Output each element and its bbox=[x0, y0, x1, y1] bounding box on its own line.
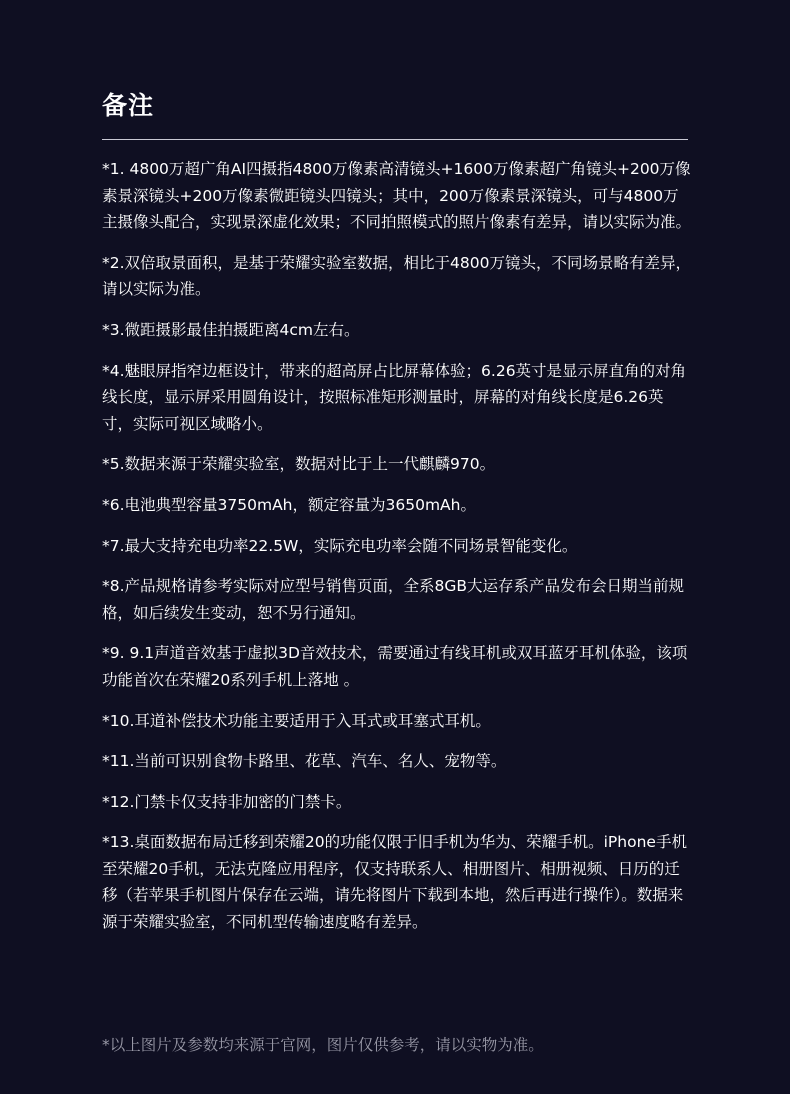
disclaimer-footer: *以上图片及参数均来源于官网，图片仅供参考，请以实物为准。 bbox=[102, 1036, 544, 1054]
note-item-6: *6.电池典型容量3750mAh，额定容量为3650mAh。 bbox=[102, 495, 476, 514]
note-item-5: *5.数据来源于荣耀实验室，数据对比于上一代麒麟970。 bbox=[102, 455, 496, 474]
title-divider bbox=[102, 139, 688, 140]
note-item-9: *9. 9.1声道音效基于虚拟3D音效技术，需要通过有线耳机或双耳蓝牙耳机体验，该项功能首次在荣耀20系列手机上落地 。 bbox=[102, 644, 688, 689]
note-item-2: *2.双倍取景面积，是基于荣耀实验室数据，相比于4800万镜头，不同场景略有差异，请以实际为准。 bbox=[102, 253, 691, 299]
note-item-8: *8.产品规格请参考实际对应型号销售页面，全系8GB大运存系产品发布会日期当前规格，如后续发生变动，恕不另行通知。 bbox=[102, 577, 685, 622]
notes-list bbox=[102, 156, 692, 950]
note-item-7: *7.最大支持充电功率22.5W，实际充电功率会随不同场景智能变化。 bbox=[102, 536, 578, 555]
note-item-11: *11.当前可识别食物卡路里、花草、汽车、名人、宠物等。 bbox=[102, 752, 507, 771]
note-item-10: *10.耳道补偿技术功能主要适用于入耳式或耳塞式耳机。 bbox=[102, 711, 491, 730]
page-title: 备注 bbox=[102, 91, 155, 120]
note-item-13: *13.桌面数据布局迁移到荣耀20的功能仅限于旧手机为华为、荣耀手机。iPhone手机至荣耀20手机，无法克隆应用程序，仅支持联系人、相册图片、相册视频、日历的迁移（若苹果手机图片保存在云端，请先将图片下载到本地，然后再进行操作）。数据来源于荣耀实验室，不同机型传输速度略有差异。 bbox=[102, 833, 687, 932]
note-item-12: *12.门禁卡仅支持非加密的门禁卡。 bbox=[102, 792, 352, 811]
note-item-4: *4.魅眼屏指窄边框设计，带来的超高屏占比屏幕体验；6.26英寸是显示屏直角的对角线长度，显示屏采用圆角设计，按照标准矩形测量时，屏幕的对角线长度是6.26英寸，实际可视区域略小。 bbox=[102, 361, 687, 433]
note-item-3: *3.微距摄影最佳拍摄距离4cm左右。 bbox=[102, 320, 360, 339]
note-item-1: *1. 4800万超广角AI四摄指4800万像素高清镜头+1600万像素超广角镜头+200万像素景深镜头+200万像素微距镜头四镜头；其中，200万像素景深镜头，可与4800万主摄像头配合，实现景深虚化效果；不同拍照模式的照片像素有差异，请以实际为准。 bbox=[102, 160, 692, 232]
